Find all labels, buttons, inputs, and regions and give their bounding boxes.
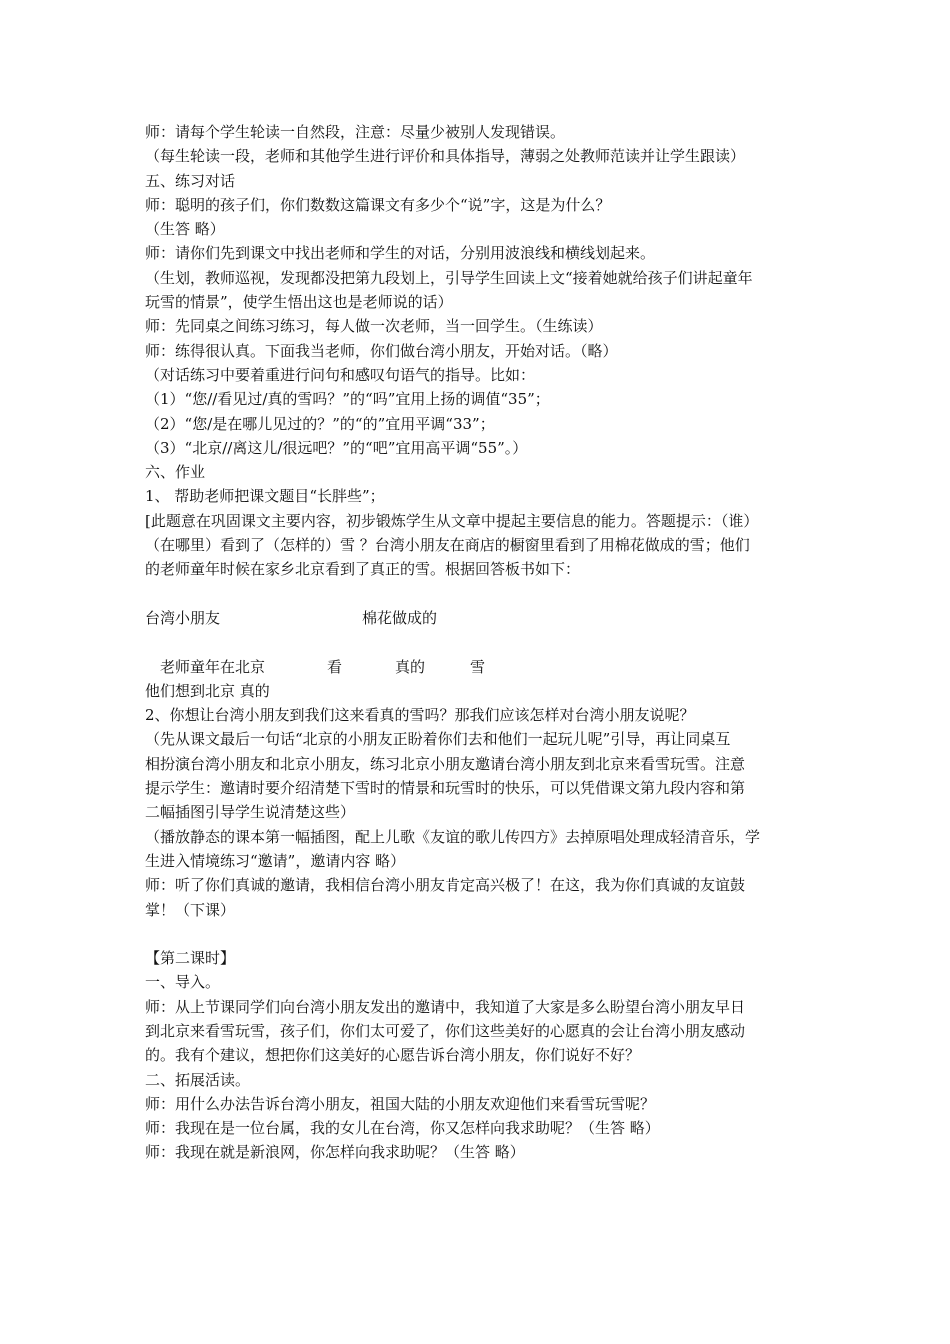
section-heading: 五、练习对话 bbox=[145, 171, 236, 190]
blank-line bbox=[145, 582, 815, 606]
board-text: 雪 bbox=[470, 657, 486, 676]
blank-line bbox=[145, 630, 815, 654]
text-line: 相扮演台湾小朋友和北京小朋友，练习北京小朋友邀请台湾小朋友到北京来看雪玩雪。注意 bbox=[145, 754, 746, 773]
section-reading-and-dialogue bbox=[145, 120, 815, 582]
text-line: 师：我现在就是新浪网，你怎样向我求助呢？（生答 略） bbox=[145, 1143, 525, 1162]
text-line: （2）“您/是在哪儿见过的？”的“的”宜用平调“33”； bbox=[145, 414, 495, 433]
text-line: （在哪里）看到了（怎样的）雪 ？台湾小朋友在商店的橱窗里看到了用棉花做成的雪；他们 bbox=[145, 536, 750, 555]
text-line: （先从课文最后一句话“北京的小朋友正盼着你们去和他们一起玩儿呢”引导，再让同桌互 bbox=[145, 730, 731, 749]
text-line: 1、 帮助老师把课文题目“长胖些”； bbox=[145, 487, 385, 506]
board-text: 棉花做成的 bbox=[362, 608, 438, 627]
text-line: 师：聪明的孩子们，你们数数这篇课文有多少个“说”字，这是为什么？ bbox=[145, 195, 611, 214]
text-line: （生答 略） bbox=[145, 220, 225, 239]
section-heading: 一、导入。 bbox=[145, 973, 221, 992]
text-line: [此题意在巩固课文主要内容，初步锻炼学生从文章中提起主要信息的能力。答题提示：（谁） bbox=[145, 511, 759, 530]
text-line: 师：先同桌之间练习练习，每人做一次老师，当一回学生。（生练读） bbox=[145, 317, 603, 336]
text-line: 师：用什么办法告诉台湾小朋友，祖国大陆的小朋友欢迎他们来看雪玩雪呢？ bbox=[145, 1094, 656, 1113]
section-heading: 二、拓展活读。 bbox=[145, 1070, 251, 1089]
text-line: （播放静态的课本第一幅插图，配上儿歌《友谊的歌儿传四方》去掉原唱处理成轻清音乐，学 bbox=[145, 827, 761, 846]
text-line: 玩雪的情景”，使学生悟出这也是老师说的话） bbox=[145, 293, 453, 312]
text-line: 2、你想让台湾小朋友到我们这来看真的雪吗？那我们应该怎样对台湾小朋友说呢？ bbox=[145, 706, 695, 725]
text-line: 师：练得很认真。下面我当老师，你们做台湾小朋友，开始对话。（略） bbox=[145, 341, 618, 360]
text-line: 师：听了你们真诚的邀请，我相信台湾小朋友肯定高兴极了！在这，我为你们真诚的友谊鼓 bbox=[145, 876, 746, 895]
lesson-heading: 【第二课时】 bbox=[145, 949, 236, 968]
text-line: 掌！（下课） bbox=[145, 900, 236, 919]
text-line: 师：从上节课同学们向台湾小朋友发出的邀请中，我知道了大家是多么盼望台湾小朋友早日 bbox=[145, 997, 746, 1016]
board-text: 看 bbox=[327, 657, 343, 676]
text-line: 二幅插图引导学生说清楚这些） bbox=[145, 803, 356, 822]
text-line: （生划，教师巡视，发现都没把第九段划上，引导学生回读上文“接着她就给孩子们讲起童年 bbox=[145, 268, 753, 287]
section-heading: 六、作业 bbox=[145, 463, 206, 482]
board-row bbox=[145, 655, 815, 679]
text-line: （3）“北京//离这儿/很远吧？”的“吧”宜用高平调“55”。） bbox=[145, 438, 528, 457]
text-line: 生进入情境练习“邀请”，邀请内容 略） bbox=[145, 851, 406, 870]
text-line: （每生轮读一段，老师和其他学生进行评价和具体指导，薄弱之处教师范读并让学生跟读） bbox=[145, 147, 746, 166]
board-text: 真的 bbox=[395, 657, 426, 676]
section-homework-2 bbox=[145, 703, 815, 922]
text-line: 到北京来看雪玩雪，孩子们，你们太可爱了，你们这些美好的心愿真的会让台湾小朋友感动 bbox=[145, 1021, 746, 1040]
blackboard-layout bbox=[145, 606, 815, 703]
board-row bbox=[145, 606, 815, 630]
section-second-lesson bbox=[145, 946, 815, 1165]
text-line: 师：请每个学生轮读一自然段，注意：尽量少被别人发现错误。 bbox=[145, 123, 566, 141]
text-line: 师：请你们先到课文中找出老师和学生的对话，分别用波浪线和横线划起来。 bbox=[145, 244, 656, 263]
text-line: 提示学生：邀请时要介绍清楚下雪时的情景和玩雪时的快乐，可以凭借课文第九段内容和第 bbox=[145, 779, 746, 798]
board-text: 台湾小朋友 bbox=[145, 608, 221, 627]
text-line: （对话练习中要着重进行问句和感叹句语气的指导。比如： bbox=[145, 365, 536, 384]
text-line: 的老师童年时候在家乡北京看到了真正的雪。根据回答板书如下： bbox=[145, 560, 581, 579]
text-line: 的。我有个建议，想把你们这美好的心愿告诉台湾小朋友，你们说好不好？ bbox=[145, 1046, 641, 1065]
text-line: （1）“您//看见过/真的雪吗？”的“吗”宜用上扬的调值“35”； bbox=[145, 390, 550, 409]
lesson-plan-text bbox=[145, 120, 815, 1165]
board-text: 老师童年在北京 bbox=[160, 657, 266, 676]
board-text: 他们想到北京 真的 bbox=[145, 681, 270, 700]
blank-line bbox=[145, 922, 815, 946]
text-line: 师：我现在是一位台属，我的女儿在台湾，你又怎样向我求助呢？（生答 略） bbox=[145, 1119, 660, 1138]
